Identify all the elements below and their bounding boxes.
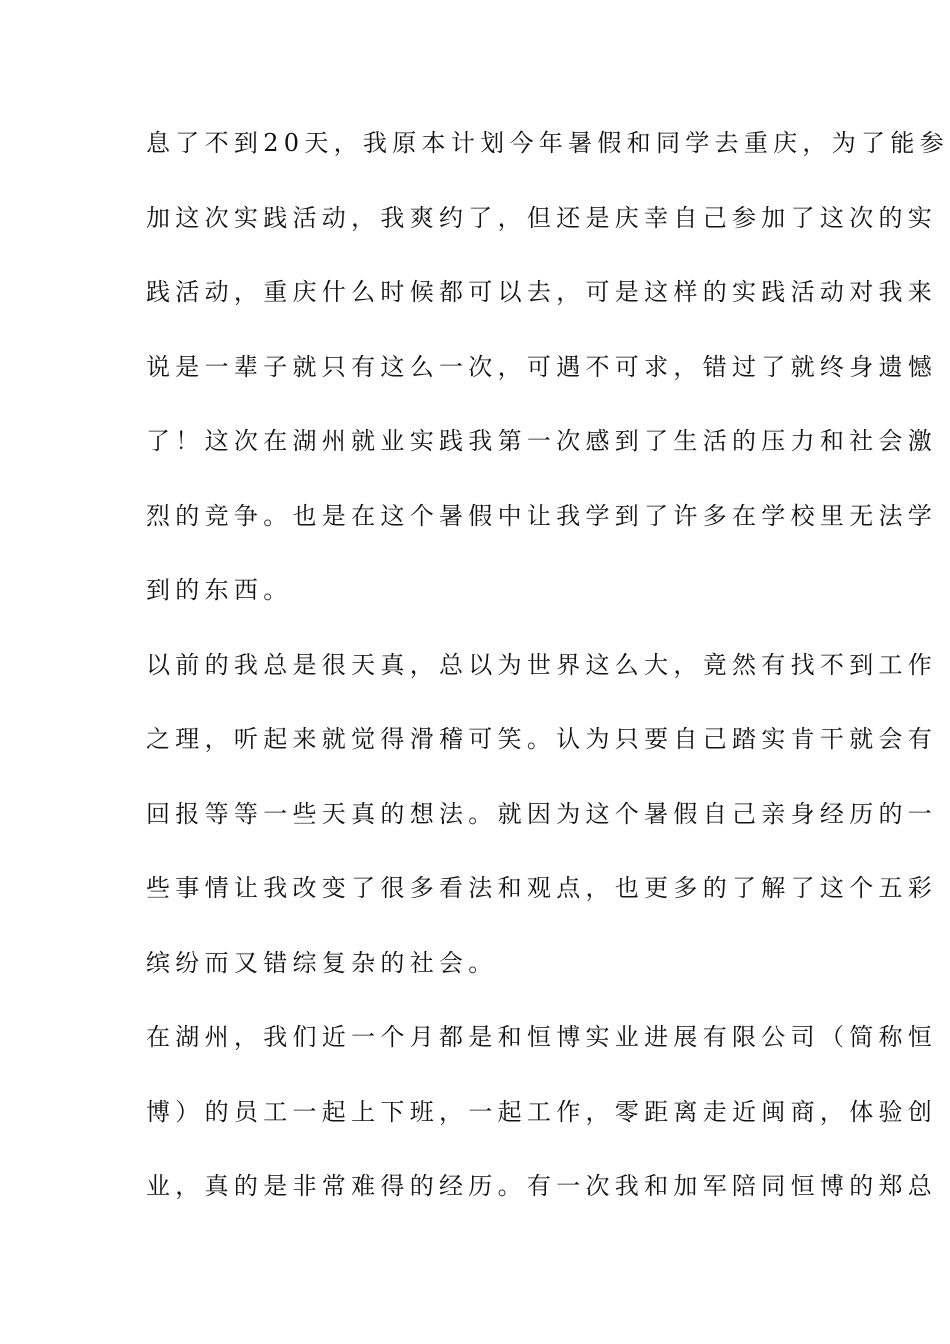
text-line: 业，真的是非常难得的经历。有一次我和加军陪同恒博的郑总 [146, 1172, 938, 1200]
text-line: 缤纷而又错综复杂的社会。 [146, 948, 498, 977]
text-line: 到的东西。 [146, 576, 293, 604]
text-line: 在湖州，我们近一个月都是和恒博实业进展有限公司（简称恒 [146, 1023, 938, 1051]
text-line: 息了不到20天，我原本计划今年暑假和同学去重庆，为了能参 [146, 129, 949, 157]
text-line: 践活动，重庆什么时候都可以去，可是这样的实践活动对我来 [146, 278, 938, 306]
text-line: 烈的竞争。也是在这个暑假中让我学到了许多在学校里无法学 [146, 501, 938, 530]
text-line: 之理，听起来就觉得滑稽可笑。认为只要自己踏实肯干就会有 [146, 725, 938, 753]
document-body [146, 128, 949, 1246]
text-line: 说是一辈子就只有这么一次，可遇不可求，错过了就终身遗憾 [146, 352, 938, 381]
text-line: 以前的我总是很天真，总以为世界这么大，竟然有找不到工作 [146, 650, 938, 679]
text-line: 博）的员工一起上下班，一起工作，零距离走近闽商，体验创 [146, 1097, 938, 1126]
text-line: 了！这次在湖州就业实践我第一次感到了生活的压力和社会激 [146, 427, 938, 455]
text-line: 加这次实践活动，我爽约了，但还是庆幸自己参加了这次的实 [146, 203, 938, 232]
text-line: 回报等等一些天真的想法。就因为这个暑假自己亲身经历的一 [146, 799, 938, 828]
text-line: 些事情让我改变了很多看法和观点，也更多的了解了这个五彩 [146, 874, 938, 902]
